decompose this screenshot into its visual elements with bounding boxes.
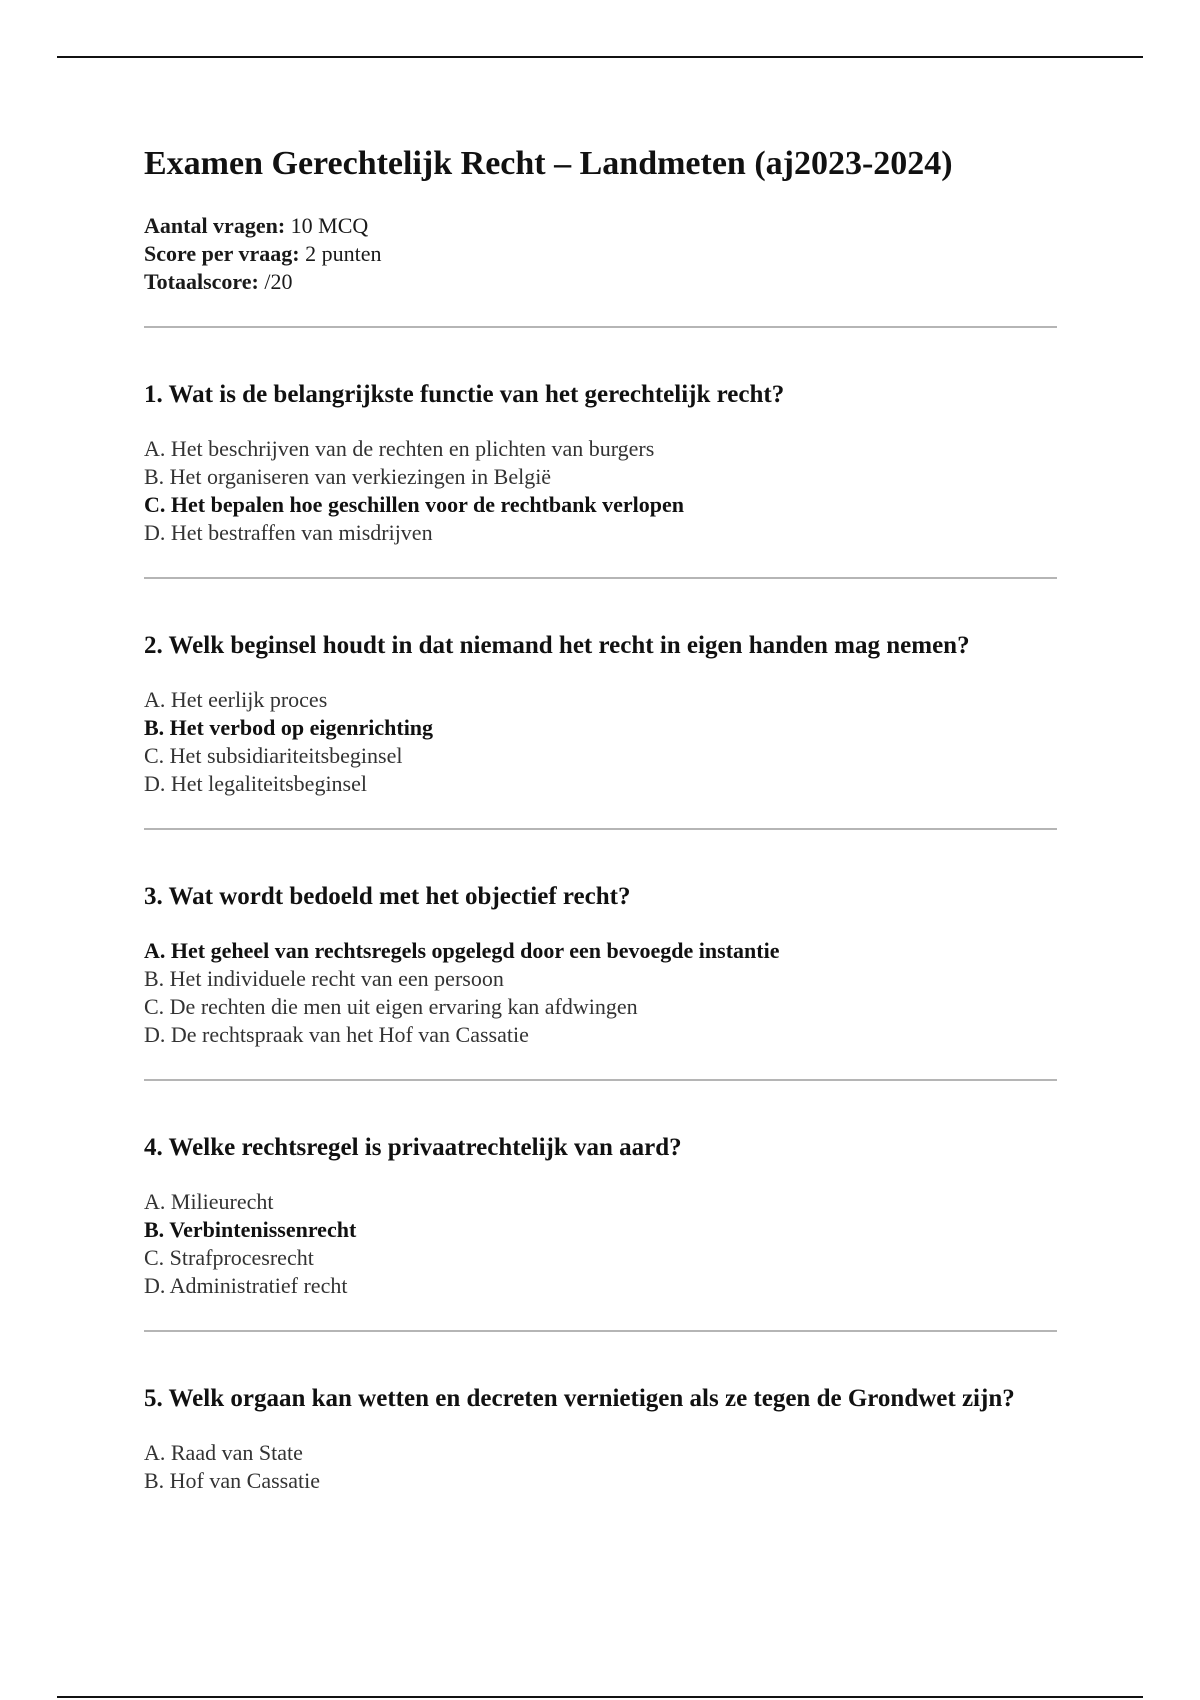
answer-option: C. Het subsidiariteitsbeginsel <box>144 743 403 768</box>
meta-value: 2 punten <box>299 241 382 266</box>
meta-value: 10 MCQ <box>285 213 369 238</box>
answer-option: D. Het legaliteitsbeginsel <box>144 771 367 796</box>
answer-option: D. De rechtspraak van het Hof van Cassatie <box>144 1022 529 1047</box>
question-2 <box>144 579 1057 798</box>
answer-option: A. Raad van State <box>144 1440 303 1465</box>
answer-options <box>144 1188 1057 1300</box>
question-1 <box>144 328 1057 547</box>
page-title: Examen Gerechtelijk Recht – Landmeten (aj2023-2024) <box>144 145 953 182</box>
question-title: 1. Wat is de belangrijkste functie van het gerechtelijk recht? <box>144 381 785 408</box>
answer-options <box>144 686 1057 798</box>
answer-option: C. De rechten die men uit eigen ervaring kan afdwingen <box>144 994 638 1019</box>
answer-option-correct: C. Het bepalen hoe geschillen voor de rechtbank verlopen <box>144 492 685 517</box>
page-bottom-rule <box>57 1696 1143 1698</box>
page-top-rule <box>57 56 1143 58</box>
answer-option: B. Hof van Cassatie <box>144 1468 320 1493</box>
answer-option: D. Administratief recht <box>144 1273 348 1298</box>
meta-question-count <box>144 212 1057 240</box>
question-3 <box>144 830 1057 1049</box>
meta-total-score <box>144 268 1057 296</box>
answer-option: B. Het organiseren van verkiezingen in België <box>144 464 552 489</box>
answer-option-correct: B. Verbintenissenrecht <box>144 1217 357 1242</box>
meta-score-per-question <box>144 240 1057 268</box>
answer-options <box>144 435 1057 547</box>
question-4 <box>144 1081 1057 1300</box>
answer-option-correct: B. Het verbod op eigenrichting <box>144 715 434 740</box>
meta-value: /20 <box>258 269 293 294</box>
answer-option: A. Milieurecht <box>144 1189 274 1214</box>
question-title: 2. Welk beginsel houdt in dat niemand het recht in eigen handen mag nemen? <box>144 632 970 659</box>
exam-meta <box>144 212 1057 296</box>
answer-option: A. Het beschrijven van de rechten en plichten van burgers <box>144 436 655 461</box>
meta-label: Aantal vragen: <box>144 213 286 238</box>
question-5 <box>144 1332 1057 1495</box>
answer-option: C. Strafprocesrecht <box>144 1245 314 1270</box>
answer-option: D. Het bestraffen van misdrijven <box>144 520 433 545</box>
answer-option: B. Het individuele recht van een persoon <box>144 966 504 991</box>
question-title: 4. Welke rechtsregel is privaatrechtelijk van aard? <box>144 1134 682 1161</box>
answer-options <box>144 937 1057 1049</box>
exam-document <box>144 140 1057 1495</box>
question-title: 5. Welk orgaan kan wetten en decreten vernietigen als ze tegen de Grondwet zijn? <box>144 1385 1015 1412</box>
answer-options <box>144 1439 1057 1495</box>
answer-option: A. Het eerlijk proces <box>144 687 328 712</box>
answer-option-correct: A. Het geheel van rechtsregels opgelegd door een bevoegde instantie <box>144 938 780 963</box>
meta-label: Totaalscore: <box>144 269 259 294</box>
question-title: 3. Wat wordt bedoeld met het objectief recht? <box>144 883 631 910</box>
meta-label: Score per vraag: <box>144 241 300 266</box>
